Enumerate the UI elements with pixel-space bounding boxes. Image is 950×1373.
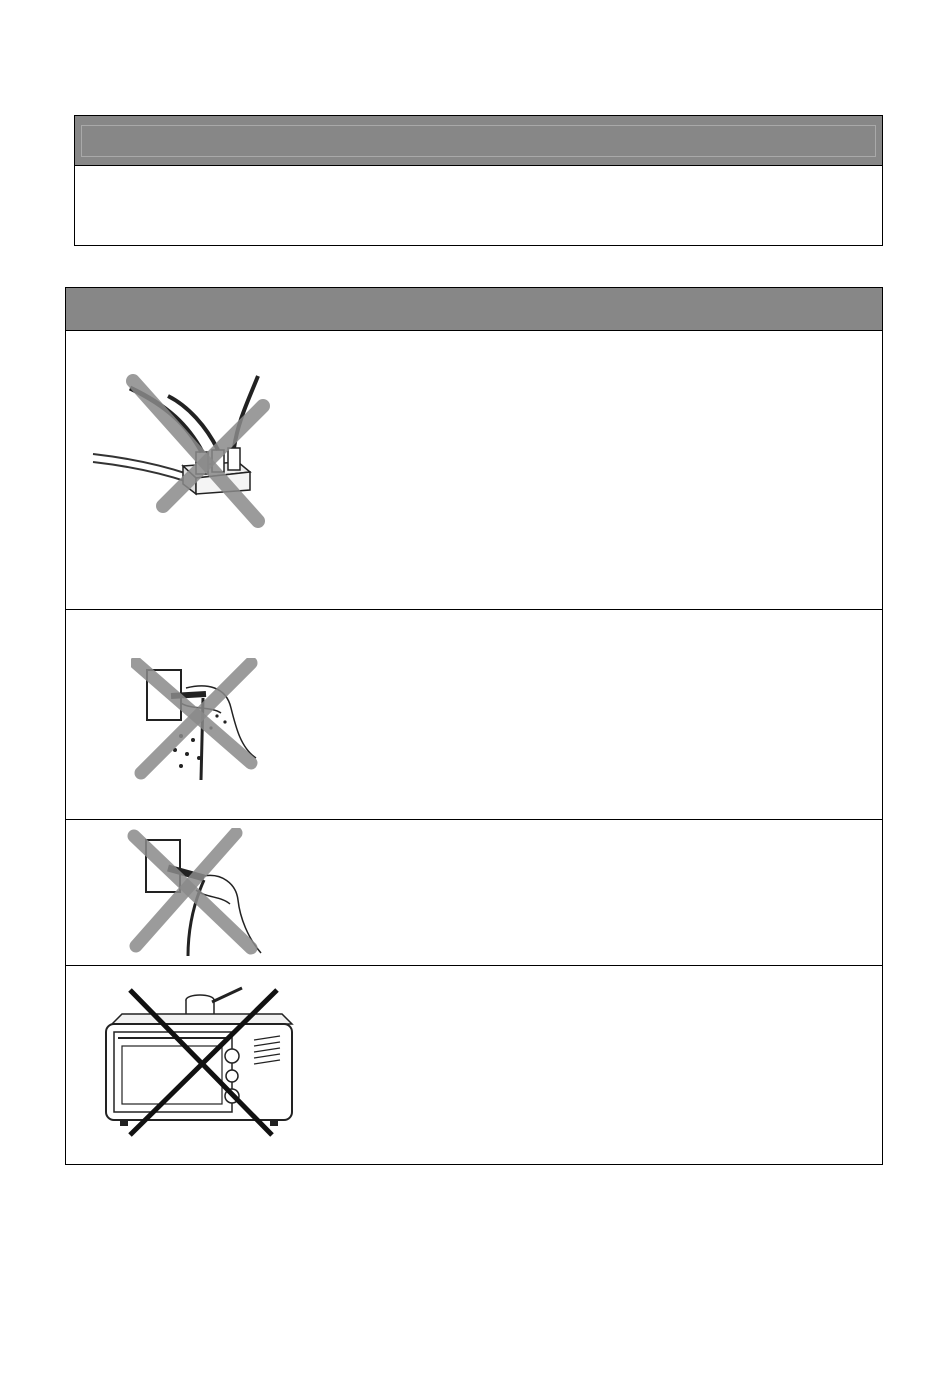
multi-plug-adapter-prohibited-icon — [88, 366, 288, 531]
safety-warnings-header — [66, 288, 882, 331]
warning-row-3 — [66, 820, 882, 966]
warning-row-4 — [66, 966, 882, 1164]
wet-hands-plug-prohibited-icon — [131, 658, 261, 788]
notice-header-inner-frame — [81, 125, 876, 157]
objects-on-oven-prohibited-icon — [102, 980, 302, 1140]
notice-header — [75, 116, 882, 166]
notice-box — [74, 115, 883, 246]
pull-cord-prohibited-icon — [126, 828, 266, 960]
safety-warnings-table — [65, 287, 883, 1165]
warning-row-1 — [66, 331, 882, 610]
warning-row-2 — [66, 610, 882, 820]
